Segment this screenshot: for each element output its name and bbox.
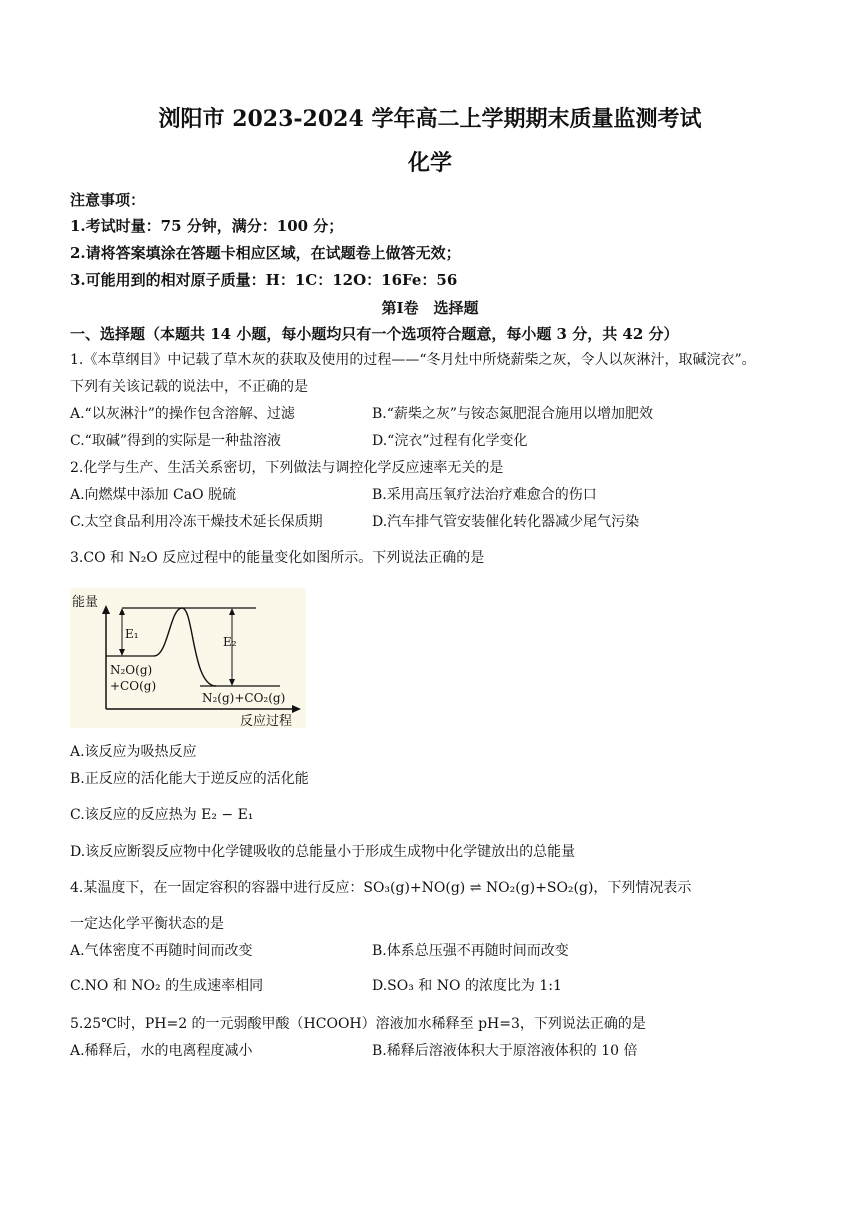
x-axis-arrow-icon bbox=[292, 705, 301, 713]
y-axis-label: 能量 bbox=[72, 595, 99, 610]
question-3-stem: 3.CO 和 N₂O 反应过程中的能量变化如图所示。下列说法正确的是 bbox=[70, 550, 485, 566]
notice-heading: 注意事项： bbox=[70, 191, 146, 209]
question-2-option-c: C.太空食品利用冷冻干燥技术延长保质期 bbox=[70, 514, 323, 530]
reactants-label-cont: +CO(g) bbox=[110, 679, 157, 693]
e1-arrow-tail-icon bbox=[119, 649, 125, 656]
question-4-stem-cont: 一定达化学平衡状态的是 bbox=[70, 916, 224, 932]
question-3-option-b: B.正反应的活化能大于逆反应的活化能 bbox=[70, 771, 309, 787]
question-3-option-d: D.该反应断裂反应物中化学键吸收的总能量小于形成生成物中化学键放出的总能量 bbox=[70, 844, 576, 860]
e2-arrow-head-icon bbox=[229, 608, 235, 615]
notice-item: 3.可能用到的相对原子质量：H：1C：12O：16Fe：56 bbox=[70, 271, 458, 289]
question-1-stem-cont: 下列有关该记载的说法中，不正确的是 bbox=[70, 379, 308, 395]
notice-item: 1.考试时量：75 分钟，满分：100 分； bbox=[70, 217, 344, 235]
e2-label: E₂ bbox=[223, 635, 237, 649]
question-4-option-d: D.SO₃ 和 NO 的浓度比为 1:1 bbox=[372, 978, 562, 994]
e2-arrow-tail-icon bbox=[229, 679, 235, 686]
exam-title: 浏阳市 2023-2024 学年高二上学期期末质量监测考试 bbox=[158, 106, 702, 132]
question-4-stem: 4.某温度下，在一固定容积的容器中进行反应：SO₃(g)+NO(g) ⇌ NO₂(g)+SO₂(g)，下列情况表示 bbox=[70, 880, 692, 896]
x-axis-label: 反应过程 bbox=[240, 714, 293, 728]
question-3-option-c: C.该反应的反应热为 E₂ − E₁ bbox=[70, 807, 254, 823]
products-label: N₂(g)+CO₂(g) bbox=[202, 691, 286, 705]
e1-label: E₁ bbox=[125, 627, 139, 641]
reaction-curve bbox=[154, 608, 216, 686]
question-1-option-a: A.“以灰淋汁”的操作包含溶解、过滤 bbox=[70, 406, 295, 422]
question-1-option-d: D.“浣衣”过程有化学变化 bbox=[372, 433, 528, 449]
y-axis-arrow-icon bbox=[102, 605, 110, 614]
reactants-label: N₂O(g) bbox=[110, 663, 153, 677]
question-2-option-a: A.向燃煤中添加 CaO 脱硫 bbox=[70, 487, 236, 503]
energy-diagram bbox=[70, 588, 306, 728]
question-3-option-a: A.该反应为吸热反应 bbox=[70, 744, 197, 760]
question-2-option-d: D.汽车排气管安装催化转化器减少尾气污染 bbox=[372, 514, 640, 530]
question-4-option-a: A.气体密度不再随时间而改变 bbox=[70, 943, 253, 959]
e1-arrow-head-icon bbox=[119, 608, 125, 615]
question-5-option-a: A.稀释后，水的电离程度减小 bbox=[70, 1043, 253, 1059]
question-5-option-b: B.稀释后溶液体积大于原溶液体积的 10 倍 bbox=[372, 1043, 638, 1059]
question-1-option-c: C.“取碱”得到的实际是一种盐溶液 bbox=[70, 433, 281, 449]
question-2-stem: 2.化学与生产、生活关系密切，下列做法与调控化学反应速率无关的是 bbox=[70, 460, 504, 476]
notice-item: 2.请将答案填涂在答题卡相应区域，在试题卷上做答无效； bbox=[70, 244, 461, 262]
question-5-stem: 5.25℃时，PH=2 的一元弱酸甲酸（HCOOH）溶液加水稀释至 pH=3，下列说法正确的是 bbox=[70, 1016, 646, 1032]
question-1-stem: 1.《本草纲目》中记载了草木灰的获取及使用的过程——“冬月灶中所烧薪柴之灰，令人以灰淋汁，取碱浣衣”。 bbox=[70, 352, 756, 368]
question-1-option-b: B.“薪柴之灰”与铵态氮肥混合施用以增加肥效 bbox=[372, 406, 654, 422]
question-4-option-c: C.NO 和 NO₂ 的生成速率相同 bbox=[70, 978, 264, 994]
section-heading: 一、选择题（本题共 14 小题，每小题均只有一个选项符合题意，每小题 3 分，共 42 分） bbox=[70, 325, 679, 343]
question-4-option-b: B.体系总压强不再随时间而改变 bbox=[372, 943, 569, 959]
subject-title: 化学 bbox=[407, 150, 452, 176]
question-2-option-b: B.采用高压氧疗法治疗难愈合的伤口 bbox=[372, 487, 597, 503]
volume-heading: 第Ⅰ卷 选择题 bbox=[381, 299, 479, 317]
